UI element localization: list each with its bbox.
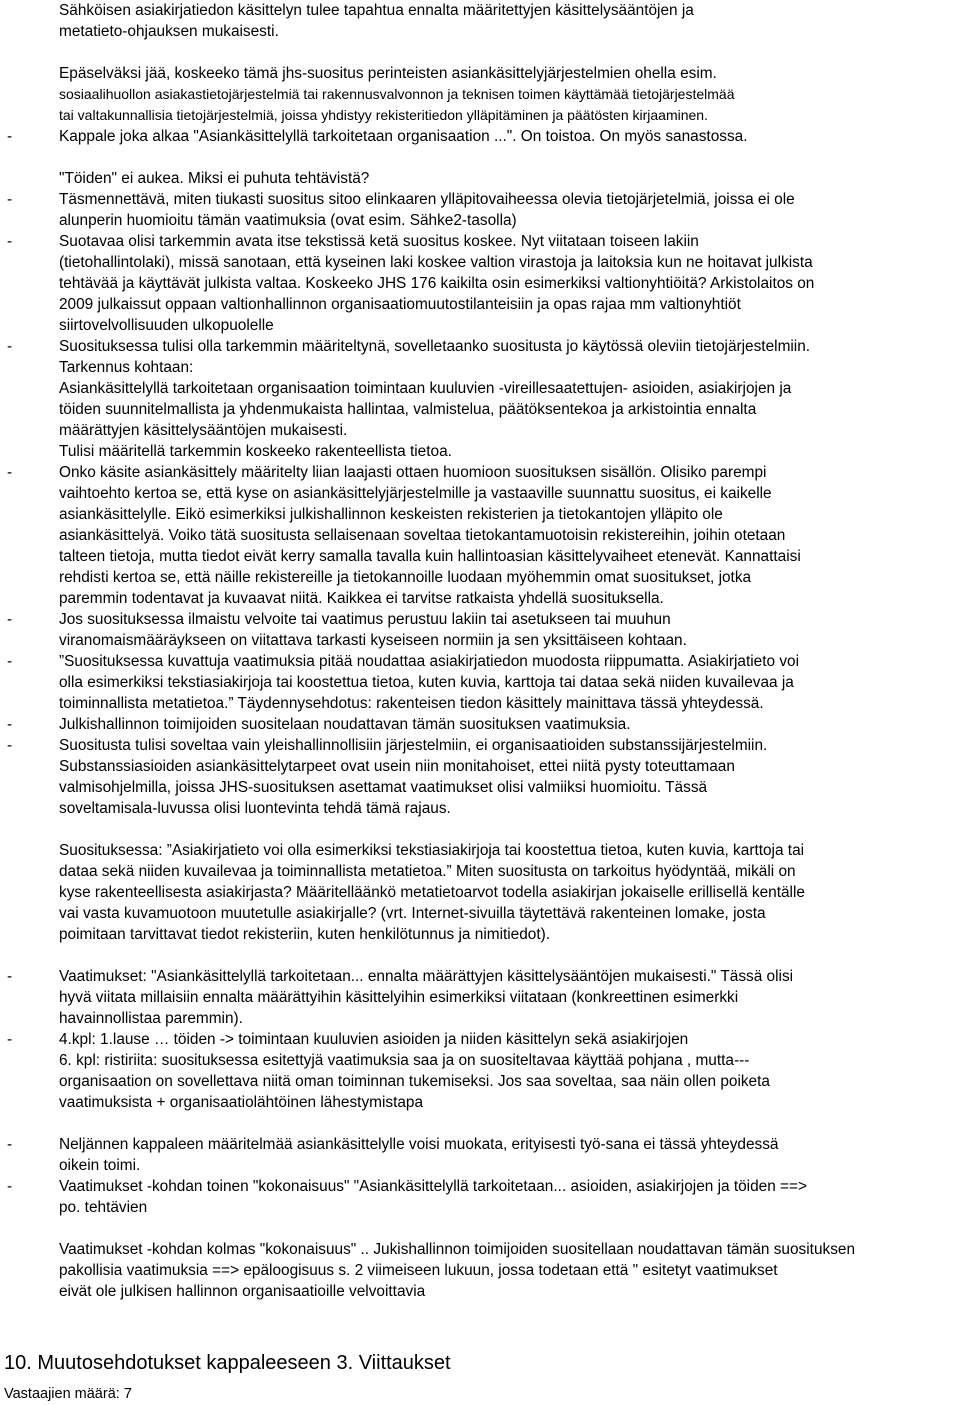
text-line: "Töiden" ei aukea. Miksi ei puhuta tehtävistä? xyxy=(59,170,370,187)
text-line: 6. kpl: ristiriita: suosituksessa esitettyjä vaatimuksia saa ja on suositeltavaa käyttää pohjana , mutta--- xyxy=(59,1052,750,1069)
text-line: Suosituksessa: ”Asiakirjatieto voi olla esimerkiksi tekstiasiakirjoja tai koostettua tietoa, kuten kuvia, karttoja tai xyxy=(59,842,805,859)
text-line: eivät ole julkisen hallinnon organisaatioille velvoittavia xyxy=(59,1283,426,1300)
bullet-dash: - xyxy=(7,653,13,670)
text-line: Täsmennettävä, miten tiukasti suositus sitoo elinkaaren ylläpitovaiheessa olevia tietojärjetelmiä, joissa ei ole xyxy=(59,191,795,208)
text-line: toiminnallista metatietoa.” Täydennysehdotus: rakenteisen tiedon käsittely mainittava tässä yhteydessä. xyxy=(59,695,764,712)
text-line: tai valtakunnallisia tietojärjestelmiä, joissa yhdistyy rekisteritiedon ylläpitäminen ja päätösten kirjaaminen. xyxy=(59,107,708,123)
text-line: Vaatimukset -kohdan toinen "kokonaisuus" "Asiankäsittelyllä tarkoitetaan... asioiden, asiakirjojen ja töiden ==> xyxy=(59,1178,808,1195)
text-line: vaihtoehto kertoa se, että kyse on asiankäsittelyjärjestelmille ja vastaaville suunnattu suositus, ei kaikelle xyxy=(59,485,772,502)
text-line: organisaation on sovellettava niitä oman toiminnan tukemiseksi. Jos saa soveltaa, saa näin ollen poiketa xyxy=(59,1073,770,1090)
text-line: Onko käsite asiankäsittely määritelty liian laajasti ottaen huomioon suosituksen sisällön. Olisiko parempi xyxy=(59,464,767,481)
text-line: Vaatimukset -kohdan kolmas "kokonaisuus" .. Jukishallinnon toimijoiden suositellaan noudattavan tämän suosituksen xyxy=(59,1241,856,1258)
text-line: Julkishallinnon toimijoiden suositelaan noudattavan tämän suosituksen vaatimuksia. xyxy=(59,716,631,733)
text-line: Neljännen kappaleen määritelmää asiankäsittelylle voisi muokata, erityisesti työ-sana ei tässä yhteydessä xyxy=(59,1136,779,1153)
bullet-dash: - xyxy=(7,233,13,250)
bullet-dash: - xyxy=(7,338,13,355)
text-line: määrättyjen käsittelysääntöjen mukaisesti. xyxy=(59,422,348,439)
section-heading: 10. Muutosehdotukset kappaleeseen 3. Viittaukset xyxy=(4,1352,451,1374)
text-line: metatieto-ohjauksen mukaisesti. xyxy=(59,23,279,40)
text-line: 2009 julkaissut oppaan valtionhallinnon organisaatiomuutostilanteisiin ja opas rajaa mm valtionyhtiöt xyxy=(59,296,741,313)
text-line: Vaatimukset: "Asiankäsittelyllä tarkoitetaan... ennalta määrättyjen käsittelysääntöjen mukaisesti." Tässä olisi xyxy=(59,968,794,985)
text-line: Jos suosituksessa ilmaistu velvoite tai vaatimus perustuu lakiin tai asetukseen tai muuhun xyxy=(59,611,671,628)
text-line: töiden suunnitelmallista ja yhdenmukaista hallintaa, valmistelua, päätöksentekoa ja arkistointia ennalta xyxy=(59,401,757,418)
text-line: pakollisia vaatimuksia ==> epäloogisuus s. 2 viimeiseen lukuun, jossa todetaan että " esitetyt vaatimukset xyxy=(59,1262,778,1279)
text-line: Kappale joka alkaa "Asiankäsittelyllä tarkoitetaan organisaation ...". On toistoa. On myös sanastossa. xyxy=(59,128,748,145)
text-line: ”Suosituksessa kuvattuja vaatimuksia pitää noudattaa asiakirjatiedon muodosta riippumatta. Asiakirjatieto voi xyxy=(59,653,800,670)
text-line: rehdisti kertoa se, että näille rekistereille ja tietokannoille luodaan myöhemmin omat suositukset, jotka xyxy=(59,569,752,586)
text-line: talteen tietoja, mutta tiedot eivät kerry samalla tavalla kuin hallintoasian käsittelyvaiheet etenevät. Kannattaisi xyxy=(59,548,801,565)
text-line: sosiaalihuollon asiakastietojärjestelmiä tai rakennusvalvonnon ja teknisen toimen käyttämää tietojärjestelmää xyxy=(59,86,735,102)
text-line: olla esimerkiksi tekstiasiakirjoja tai koostettua tietoa, kuten kuvia, karttoja tai dataa sekä niiden kuvailevaa ja xyxy=(59,674,794,691)
text-line: soveltamisala-luvussa olisi luontevinta tehdä tämä rajaus. xyxy=(59,800,451,817)
respondent-count: Vastaajien määrä: 7 xyxy=(4,1386,132,1402)
text-line: vaatimuksista + organisaatiolähtöinen lähestymistapa xyxy=(59,1094,424,1111)
bullet-dash: - xyxy=(7,737,13,754)
text-line: po. tehtävien xyxy=(59,1199,148,1216)
text-line: Asiankäsittelyllä tarkoitetaan organisaation toimintaan kuuluvien -vireillesaatettujen- asioiden, asiakirjojen ja xyxy=(59,380,792,397)
text-line: valmisohjelmilla, joissa JHS-suosituksen asettamat vaatimukset olisi valmiiksi huomioitu. Tässä xyxy=(59,779,708,796)
text-line: asiankäsittelylle. Eikö esimerkiksi julkishallinnon keskeisten rekisterien ja tietokantojen ylläpito ole xyxy=(59,506,723,523)
text-line: Tarkennus kohtaan: xyxy=(59,359,194,376)
text-line: poimitaan tarvittavat tiedot rekisteriin, kuten henkilötunnus ja nimitiedot). xyxy=(59,926,551,943)
text-line: 4.kpl: 1.lause … töiden -> toimintaan kuuluvien asioiden ja niiden käsittelyn sekä asiakirjojen xyxy=(59,1031,689,1048)
bullet-dash: - xyxy=(7,611,13,628)
text-line: Sähköisen asiakirjatiedon käsittelyn tulee tapahtua ennalta määritettyjen käsittelysääntöjen ja xyxy=(59,2,694,19)
bullet-dash: - xyxy=(7,191,13,208)
text-line: alunperin huomioitu tämän vaatimuksia (ovat esim. Sähke2-tasolla) xyxy=(59,212,517,229)
text-line: tehtävää ja käyttävät julkista valtaa. Koskeeko JHS 176 kaikilta osin esimerkiksi valtionyhtiöitä? Arkistolaitos on xyxy=(59,275,815,292)
text-line: dataa sekä niiden kuvailevaa ja toiminnallista metatietoa.” Miten suositusta on tarkoitus hyödyntää, mikäli on xyxy=(59,863,796,880)
text-line: asiankäsittelyä. Voiko tätä suositusta sellaisenaan soveltaa tietokantamuotoisin rekistereihin, joihin otetaan xyxy=(59,527,786,544)
text-line: viranomaismääräykseen on viitattava tarkasti kyseiseen normiin ja sen yksittäiseen kohtaan. xyxy=(59,632,687,649)
text-line: Suositusta tulisi soveltaa vain yleishallinnollisiin järjestelmiin, ei organisaatioiden substanssijärjestelmiin. xyxy=(59,737,768,754)
bullet-dash: - xyxy=(7,128,13,145)
text-line: (tietohallintolaki), missä sanotaan, että kyseinen laki koskee valtion virastoja ja laitoksia kun ne hoitavat julkista xyxy=(59,254,813,271)
text-line: vai vasta kuvamuotoon muutetulle asiakirjalle? (vrt. Internet-sivuilla täytettävä rakenteinen lomake, josta xyxy=(59,905,766,922)
text-line: Tulisi määritellä tarkemmin koskeeko rakenteellista tietoa. xyxy=(59,443,452,460)
bullet-dash: - xyxy=(7,464,13,481)
text-line: Epäselväksi jää, koskeeko tämä jhs-suositus perinteisten asiankäsittelyjärjestelmien ohella esim. xyxy=(59,65,717,82)
text-line: Substanssiasioiden asiankäsittelytarpeet ovat usein niin monitahoiset, ettei niitä pysty toteuttamaan xyxy=(59,758,735,775)
text-line: Suotavaa olisi tarkemmin avata itse tekstissä ketä suositus koskee. Nyt viitataan toiseen lakiin xyxy=(59,233,699,250)
text-line: hyvä viitata millaisiin ennalta määrättyihin käsittelyihin esimerkiksi viitataan (konkreettinen esimerkki xyxy=(59,989,739,1006)
bullet-dash: - xyxy=(7,1178,13,1195)
text-line: kyse rakenteellisesta asiakirjasta? Määritelläänkö metatietoarvot todella asiakirjan jokaiselle erillisellä kentälle xyxy=(59,884,805,901)
bullet-dash: - xyxy=(7,716,13,733)
bullet-dash: - xyxy=(7,1136,13,1153)
text-line: siirtovelvollisuuden ulkopuolelle xyxy=(59,317,274,334)
text-line: paremmin todentavat ja kuvaavat niitä. Kaikkea ei tarvitse ratkaista yhdellä suosituksella. xyxy=(59,590,664,607)
bullet-dash: - xyxy=(7,1031,13,1048)
text-line: oikein toimi. xyxy=(59,1157,141,1174)
text-line: Suosituksessa tulisi olla tarkemmin määriteltynä, sovelletaanko suositusta jo käytössä oleviin tietojärjestelmiin. xyxy=(59,338,811,355)
text-line: havainnollistaa paremmin). xyxy=(59,1010,243,1027)
bullet-dash: - xyxy=(7,968,13,985)
